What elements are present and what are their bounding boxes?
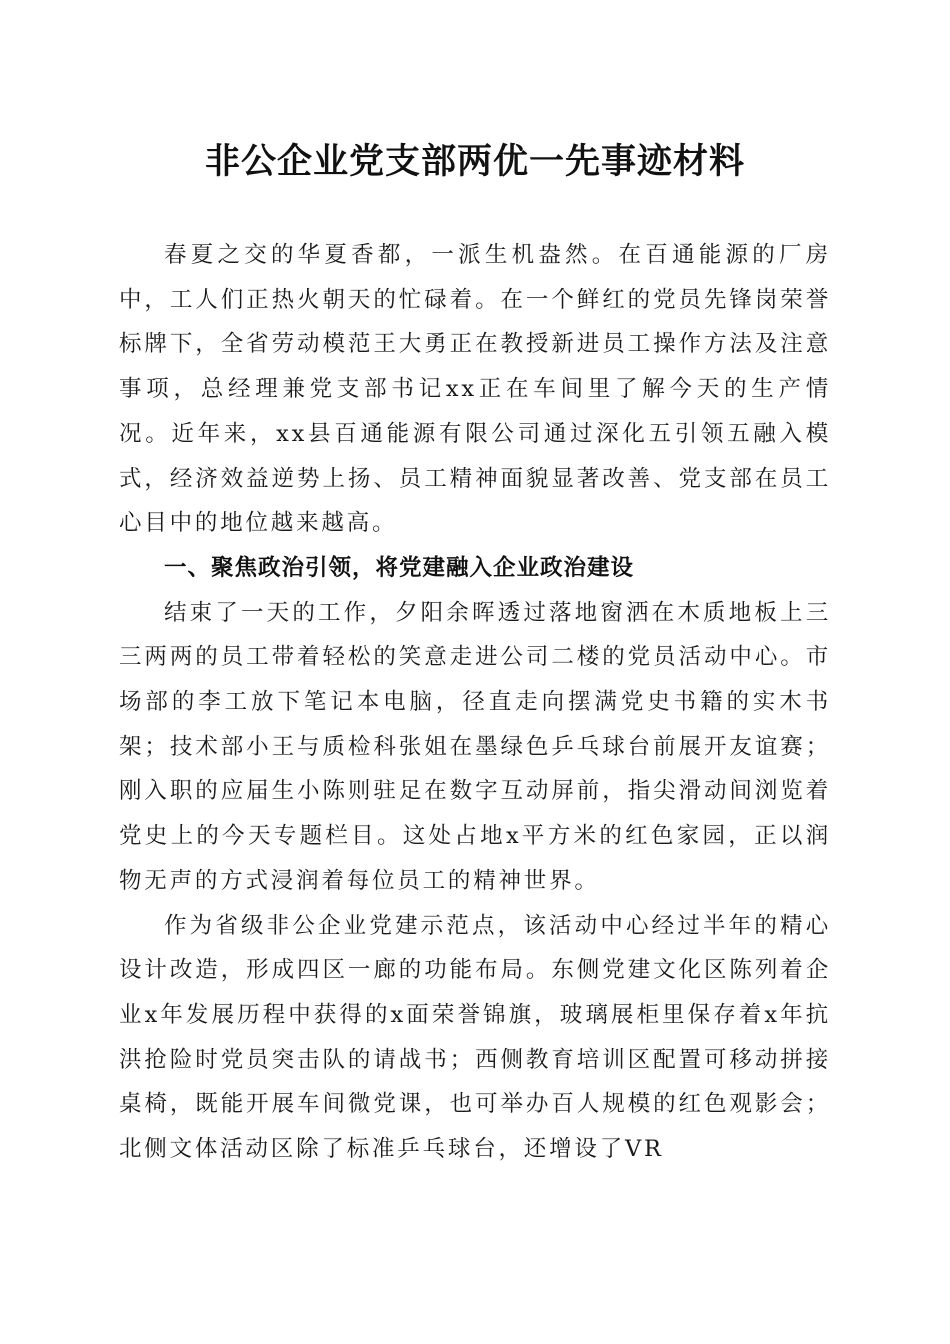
document-body — [119, 233, 831, 1172]
intro-paragraph: 春夏之交的华夏香都，一派生机盎然。在百通能源的厂房中，工人们正热火朝天的忙碌着。在一个鲜红的党员先锋岗荣誉标牌下，全省劳动模范王大勇正在教授新进员工操作方法及注意事项，总经理兼党支部书记xx正在车间里了解今天的生产情况。近年来，xx县百通能源有限公司通过深化五引领五融入模式，经济效益逆势上扬、员工精神面貌显著改善、党支部在员工心目中的地位越来越高。 — [119, 242, 831, 537]
document-title: 非公企业党支部两优一先事迹材料 — [204, 142, 745, 182]
section-paragraph: 作为省级非公企业党建示范点，该活动中心经过半年的精心设计改造，形成四区一廊的功能布局。东侧党建文化区陈列着企业x年发展历程中获得的x面荣誉锦旗，玻璃展柜里保存着x年抗洪抢险时党员突击队的请战书；西侧教育培训区配置可移动拼接桌椅，既能开展车间微党课，也可举办百人规模的红色观影会；北侧文体活动区除了标准乒乓球台，还增设了VR — [119, 912, 831, 1163]
section-paragraph: 结束了一天的工作，夕阳余晖透过落地窗洒在木质地板上三三两两的员工带着轻松的笑意走进公司二楼的党员活动中心。市场部的李工放下笔记本电脑，径直走向摆满党史书籍的实木书架；技术部小王与质检科张姐在墨绿色乒乓球台前展开友谊赛；刚入职的应届生小陈则驻足在数字互动屏前，指尖滑动间浏览着党史上的今天专题栏目。这处占地x平方米的红色家园，正以润物无声的方式浸润着每位员工的精神世界。 — [119, 599, 831, 894]
section-heading: 一、聚焦政治引领，将党建融入企业政治建设 — [164, 554, 635, 581]
